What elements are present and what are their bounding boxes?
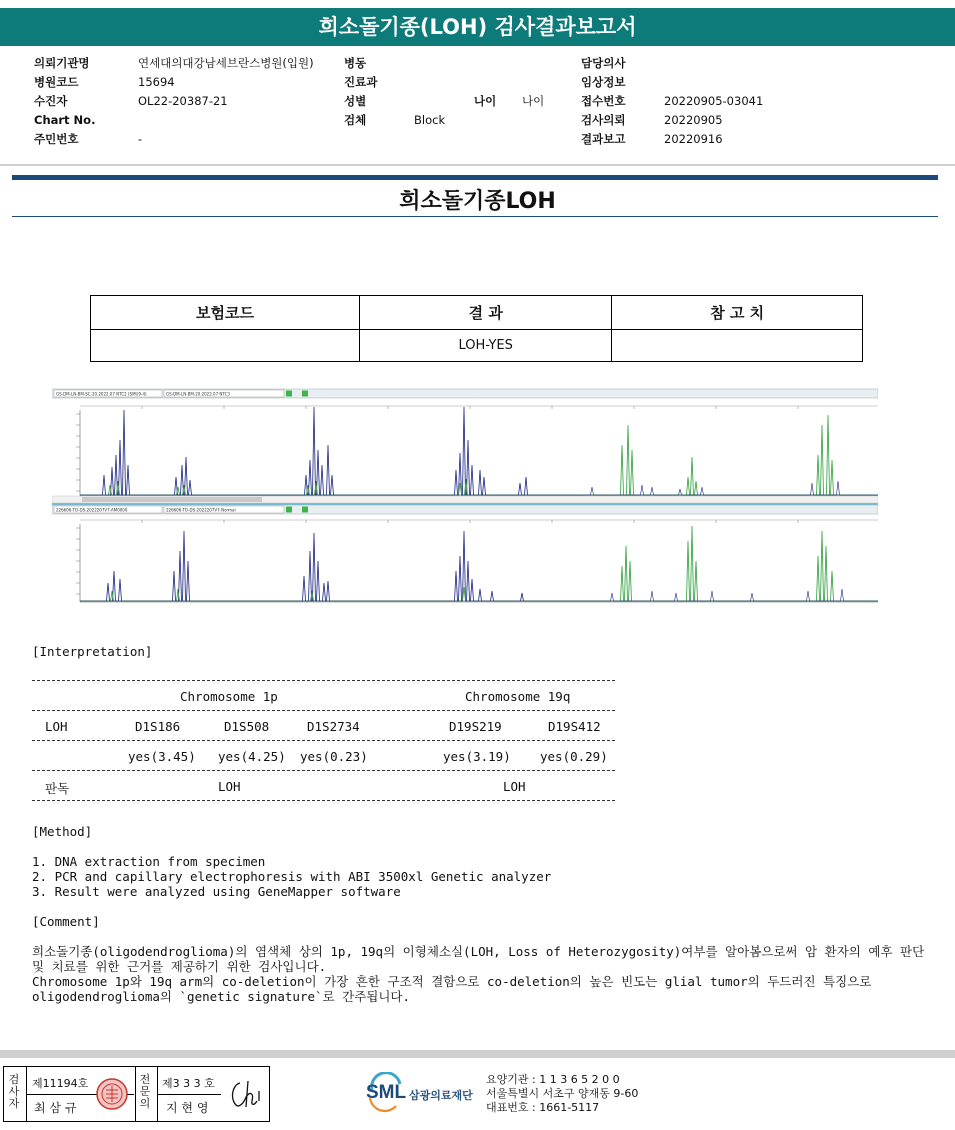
specialist-signature [224, 1075, 266, 1113]
verdict-1p: LOH [218, 779, 241, 794]
marker-d1s186: D1S186 [135, 719, 181, 734]
institution-code: 요양기관 : 1 1 3 6 5 2 0 0 [486, 1073, 620, 1086]
cell-insurance-code [91, 330, 360, 362]
institution-info [486, 1073, 638, 1115]
dash-line-4 [32, 770, 615, 771]
value-d1s508: yes(4.25) [218, 749, 286, 764]
method-line-1: 1. DNA extraction from specimen [32, 854, 266, 869]
logo-text: SML [366, 1082, 407, 1103]
value-d19s412: yes(0.29) [540, 749, 608, 764]
panel1-tab-2: GS-DM-LN-BM-20.2022.07 NTC3 [166, 391, 230, 397]
marker-d1s2734: D1S2734 [307, 719, 360, 734]
logo-subtext: 삼광의료재단 [409, 1089, 473, 1102]
header-row-hospital-code: 병원코드 15694 [34, 75, 175, 89]
chr1p-label: Chromosome 1p [180, 689, 278, 704]
value-d1s2734: yes(0.23) [300, 749, 368, 764]
section-title: 희소돌기종LOH [399, 189, 556, 214]
header-row-specimen: 검체 Block [344, 113, 446, 127]
method-heading: [Method] [32, 824, 93, 839]
dash-line-2 [32, 710, 615, 711]
value-d1s186: yes(3.45) [128, 749, 196, 764]
comment-paragraph-1: 희소돌기종(oligodendroglioma)의 염색체 상의 1p, 19q의 이형체소실(LOH, Loss of Heterozygosity)여부를 알아봄으로써 암 환자의 예후 판단 및 치료를 위한 근거를 제공하기 위한 검사입니다. [32, 944, 925, 974]
marker-d19s412: D19S412 [548, 719, 601, 734]
panel2-tab-1: 226606-TO-DS-2022207V7-AM0000 [56, 507, 128, 513]
specialist-name: 지 현 영 [166, 1101, 209, 1115]
header-col3 [581, 54, 763, 149]
header-row-request-date: 검사의뢰 20220905 [581, 113, 723, 127]
specialist-no: 제3 3 3 호 [162, 1077, 215, 1090]
header-row-accession-no: 접수번호 20220905-03041 [581, 94, 764, 108]
examiner-name: 최 삼 규 [34, 1101, 77, 1115]
interpretation-heading: [Interpretation] [32, 644, 153, 659]
verdict-19q: LOH [503, 779, 526, 794]
electropherogram-image [52, 388, 878, 604]
result-table-row [91, 330, 863, 362]
header-row-institution: 의뢰기관명 연세대의대강남세브란스병원(입원) [34, 56, 314, 70]
institution-address: 서울특별시 서초구 양재동 9-60 [486, 1087, 639, 1100]
sml-logo [366, 1072, 484, 1120]
col-result: 결 과 [359, 296, 611, 330]
col-reference: 참 고 치 [612, 296, 863, 330]
panel2-tab-2: 226606-TO-DS-2022207V7-Normal [166, 507, 236, 513]
footer-divider [0, 1050, 955, 1058]
dash-line-3 [32, 740, 615, 741]
header-row-clinical-info: 임상정보 [581, 75, 626, 89]
header-row-chart-no: Chart No. [34, 113, 96, 127]
value-d19s219: yes(3.19) [443, 749, 511, 764]
marker-d1s508: D1S508 [224, 719, 270, 734]
loh-row-label: LOH [45, 719, 68, 734]
col-insurance-code: 보험코드 [91, 296, 360, 330]
panel1-tab-1: GS-DM-LN-BM-SC-20.2022.07 NTC2 (SMU9-4) [56, 391, 147, 397]
comment-paragraph-2: Chromosome 1p와 19q arm의 co-deletion이 가장 흔한 구조적 결함으로 co-deletion의 높은 빈도는 glial tumor의 두드러진 특징으로 oligodendroglioma의 `genetic signature`로 간주됩니다. [32, 974, 872, 1004]
examiner-seal [95, 1077, 129, 1111]
examiner-no: 제11194호 [32, 1077, 89, 1090]
header-row-department: 진료과 [344, 75, 378, 89]
cell-reference [612, 330, 863, 362]
section-rule-top [12, 175, 938, 180]
header-row-doctor: 담당의사 [581, 56, 626, 70]
header-row-sex: 성별 나이 나이 [344, 94, 545, 108]
result-table [90, 295, 863, 362]
comment-heading: [Comment] [32, 914, 100, 929]
header-row-report-date: 결과보고 20220916 [581, 132, 723, 146]
header-row-patient: 수진자 OL22-20387-21 [34, 94, 228, 108]
header-col1 [34, 54, 314, 149]
institution-phone: 대표번호 : 1661-5117 [486, 1101, 600, 1114]
verdict-label: 판독 [45, 781, 70, 796]
header-row-ward: 병동 [344, 56, 367, 70]
marker-d19s219: D19S219 [449, 719, 502, 734]
dash-line-5 [32, 800, 615, 801]
examiner-label: 검사자 [8, 1073, 20, 1110]
chr19q-label: Chromosome 19q [465, 689, 571, 704]
report-title: 희소돌기종(LOH) 검사결과보고서 [0, 8, 955, 46]
dash-line-1 [32, 680, 615, 681]
signature-box [3, 1066, 270, 1122]
result-table-header [91, 296, 863, 330]
header-row-resident-no: 주민번호 - [34, 132, 143, 146]
header-divider [0, 164, 955, 166]
method-line-2: 2. PCR and capillary electrophoresis with ABI 3500xl Genetic analyzer [32, 869, 552, 884]
specialist-label: 전문의 [139, 1073, 151, 1110]
header-col2 [344, 54, 544, 130]
cell-result: LOH-YES [359, 330, 611, 362]
section-rule-bottom [12, 216, 938, 217]
method-line-3: 3. Result were analyzed using GeneMapper software [32, 884, 401, 899]
